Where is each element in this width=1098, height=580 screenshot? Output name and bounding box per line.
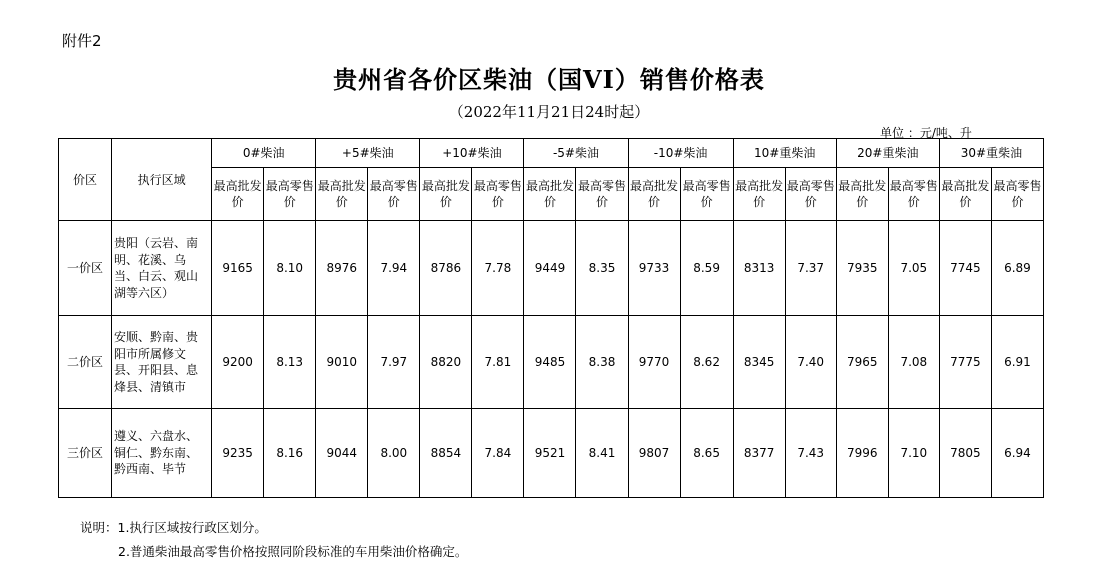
notes <box>80 516 467 564</box>
price-cell: 7.10 <box>888 409 939 498</box>
header-wholesale: 最高批发价 <box>836 168 888 221</box>
price-cell: 7.97 <box>368 316 420 409</box>
price-cell: 7.78 <box>472 221 524 316</box>
price-cell: 7.05 <box>888 221 939 316</box>
price-zone-cell: 三价区 <box>59 409 112 498</box>
price-cell: 8.41 <box>576 409 628 498</box>
price-cell: 7745 <box>939 221 991 316</box>
price-cell: 9235 <box>212 409 264 498</box>
header-retail: 最高零售价 <box>888 168 939 221</box>
price-cell: 8.16 <box>264 409 316 498</box>
header-fuel: 20#重柴油 <box>836 139 939 168</box>
price-cell: 8820 <box>420 316 472 409</box>
header-fuel: -10#柴油 <box>628 139 733 168</box>
header-wholesale: 最高批发价 <box>212 168 264 221</box>
header-retail: 最高零售价 <box>472 168 524 221</box>
note-line-1: 说明：1.执行区域按行政区划分。 <box>80 520 267 535</box>
price-cell: 7935 <box>836 221 888 316</box>
price-cell: 9485 <box>524 316 576 409</box>
header-wholesale: 最高批发价 <box>628 168 680 221</box>
price-zone-cell: 一价区 <box>59 221 112 316</box>
header-fuel: +5#柴油 <box>316 139 420 168</box>
header-wholesale: 最高批发价 <box>733 168 785 221</box>
price-cell: 7.37 <box>785 221 836 316</box>
price-cell: 8854 <box>420 409 472 498</box>
table-row <box>59 221 1044 316</box>
header-fuel: +10#柴油 <box>420 139 524 168</box>
document-title: 贵州省各价区柴油（国VI）销售价格表 <box>333 65 765 94</box>
price-cell: 8.62 <box>680 316 733 409</box>
price-cell: 7996 <box>836 409 888 498</box>
price-cell: 9044 <box>316 409 368 498</box>
price-cell: 8.38 <box>576 316 628 409</box>
price-cell: 6.91 <box>991 316 1043 409</box>
price-cell: 9449 <box>524 221 576 316</box>
table-row <box>59 316 1044 409</box>
area-cell: 贵阳（云岩、南明、花溪、乌当、白云、观山湖等六区） <box>112 221 212 316</box>
price-cell: 6.89 <box>991 221 1043 316</box>
price-cell: 8.35 <box>576 221 628 316</box>
price-cell: 8976 <box>316 221 368 316</box>
diesel-price-table <box>58 138 1044 498</box>
price-cell: 8313 <box>733 221 785 316</box>
area-cell: 遵义、六盘水、铜仁、黔东南、黔西南、毕节 <box>112 409 212 498</box>
unit-label: 单位 ：元/吨、升 <box>880 126 972 140</box>
header-fuel: 30#重柴油 <box>939 139 1043 168</box>
price-cell: 9200 <box>212 316 264 409</box>
header-wholesale: 最高批发价 <box>524 168 576 221</box>
price-cell: 7.08 <box>888 316 939 409</box>
price-cell: 8377 <box>733 409 785 498</box>
header-retail: 最高零售价 <box>368 168 420 221</box>
price-cell: 9733 <box>628 221 680 316</box>
header-fuel: 10#重柴油 <box>733 139 836 168</box>
header-area: 执行区域 <box>112 139 212 221</box>
price-zone-cell: 二价区 <box>59 316 112 409</box>
price-cell: 7.84 <box>472 409 524 498</box>
price-cell: 6.94 <box>991 409 1043 498</box>
price-cell: 7.43 <box>785 409 836 498</box>
price-cell: 9165 <box>212 221 264 316</box>
header-fuel: -5#柴油 <box>524 139 628 168</box>
price-cell: 9770 <box>628 316 680 409</box>
header-retail: 最高零售价 <box>264 168 316 221</box>
price-cell: 7.40 <box>785 316 836 409</box>
effective-date: （2022年11月21日24时起） <box>448 103 650 121</box>
price-cell: 8.65 <box>680 409 733 498</box>
header-retail: 最高零售价 <box>680 168 733 221</box>
area-cell: 安顺、黔南、贵阳市所属修文县、开阳县、息烽县、清镇市 <box>112 316 212 409</box>
table-row <box>59 409 1044 498</box>
price-cell: 9521 <box>524 409 576 498</box>
attachment-label: 附件2 <box>62 32 102 50</box>
price-cell: 9010 <box>316 316 368 409</box>
price-cell: 8.10 <box>264 221 316 316</box>
header-price-zone: 价区 <box>59 139 112 221</box>
price-cell: 8.00 <box>368 409 420 498</box>
header-row-fuels <box>59 139 1044 168</box>
header-retail: 最高零售价 <box>576 168 628 221</box>
header-wholesale: 最高批发价 <box>939 168 991 221</box>
note-line-2: 2.普通柴油最高零售价格按照同阶段标准的车用柴油价格确定。 <box>118 544 468 559</box>
price-cell: 7.94 <box>368 221 420 316</box>
price-cell: 8.13 <box>264 316 316 409</box>
price-cell: 8.59 <box>680 221 733 316</box>
price-cell: 9807 <box>628 409 680 498</box>
header-wholesale: 最高批发价 <box>420 168 472 221</box>
price-cell: 7775 <box>939 316 991 409</box>
header-wholesale: 最高批发价 <box>316 168 368 221</box>
header-retail: 最高零售价 <box>991 168 1043 221</box>
header-retail: 最高零售价 <box>785 168 836 221</box>
price-cell: 7805 <box>939 409 991 498</box>
price-cell: 7965 <box>836 316 888 409</box>
price-cell: 8345 <box>733 316 785 409</box>
price-cell: 7.81 <box>472 316 524 409</box>
header-fuel: 0#柴油 <box>212 139 316 168</box>
price-cell: 8786 <box>420 221 472 316</box>
